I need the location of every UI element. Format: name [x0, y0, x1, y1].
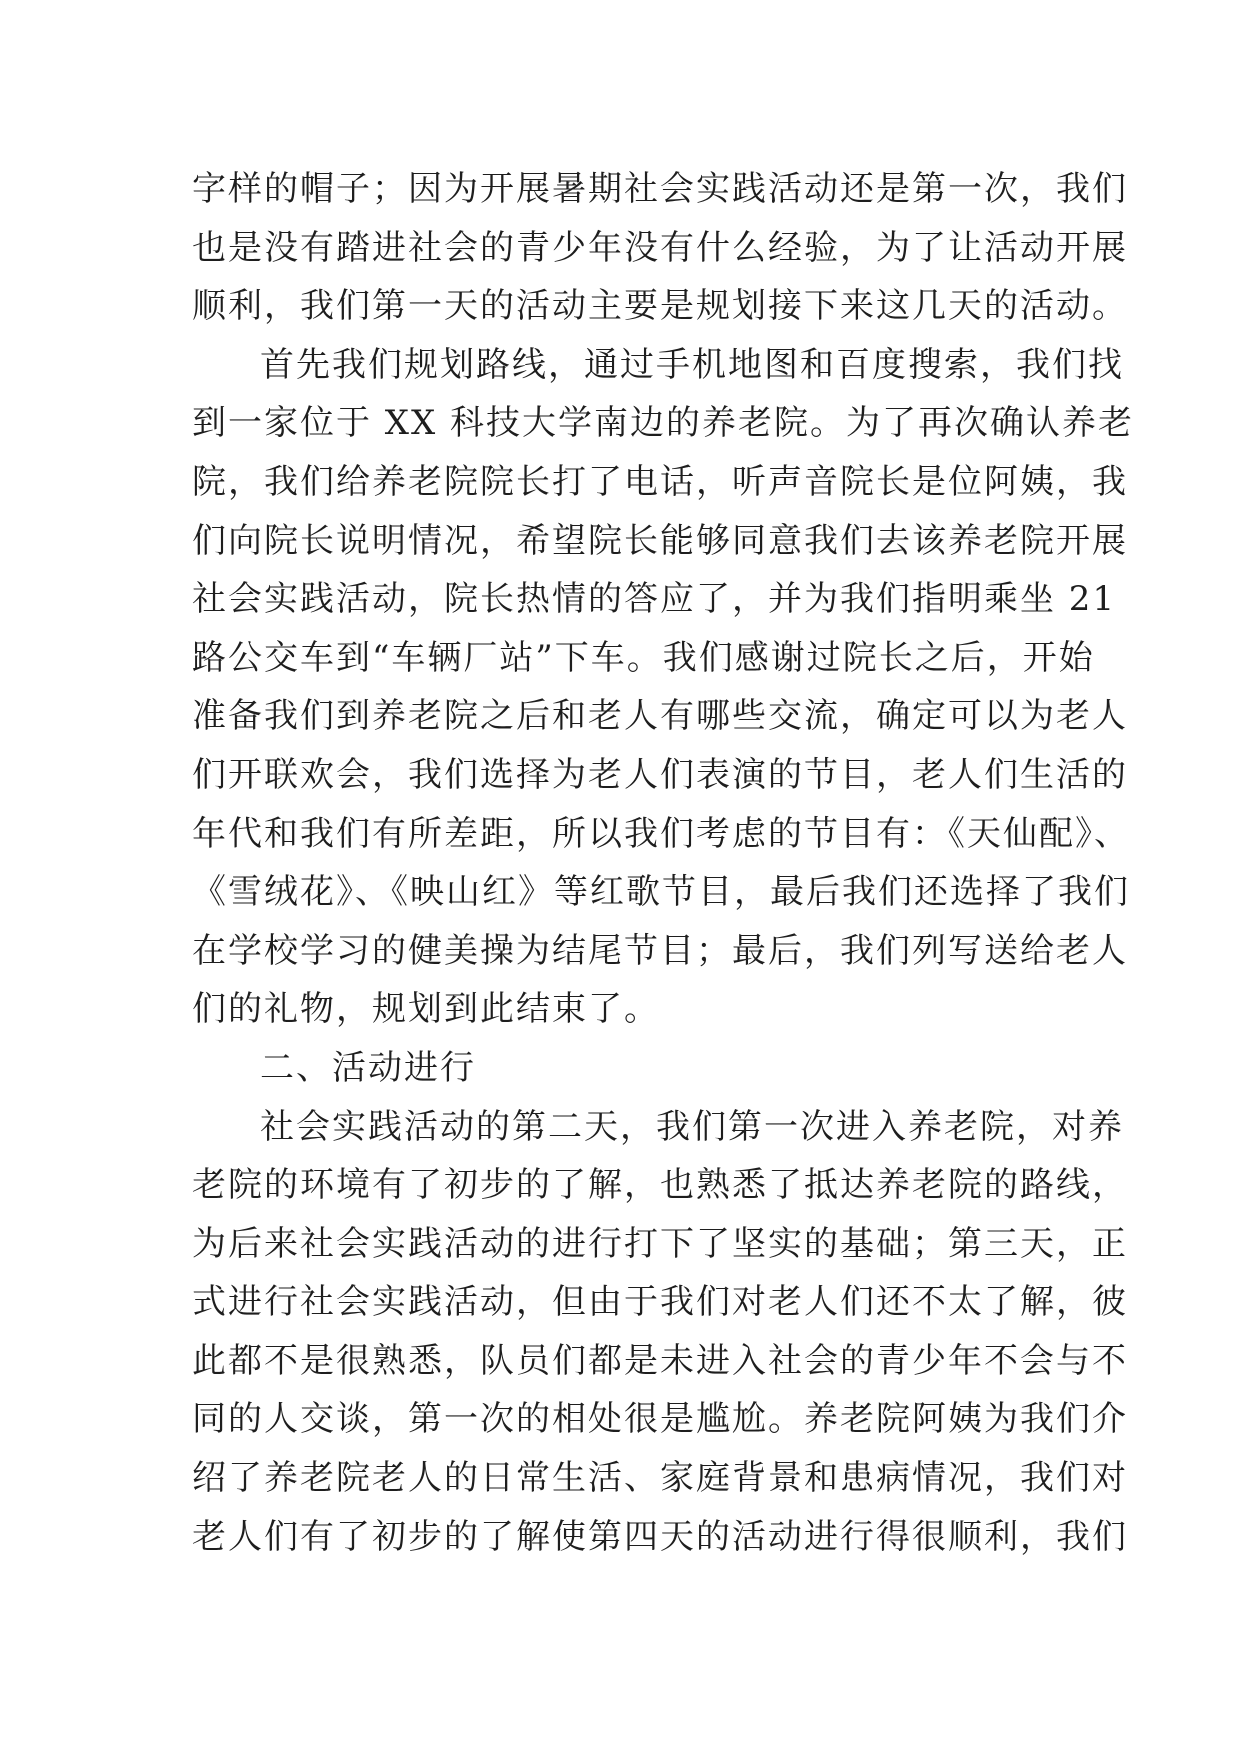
text-line: 到一家位于 XX 科技大学南边的养老院。为了再次确认养老	[192, 403, 1135, 444]
text-line: 在学校学习的健美操为结尾节目；最后，我们列写送给老人	[192, 930, 1128, 971]
text-line: 们开联欢会，我们选择为老人们表演的节目，老人们生活的	[192, 754, 1128, 795]
paragraph-first-line: 首先我们规划路线，通过手机地图和百度搜索，我们找	[260, 344, 1124, 385]
text-line: 为后来社会实践活动的进行打下了坚实的基础；第三天，正	[192, 1223, 1128, 1264]
text-line: 字样的帽子；因为开展暑期社会实践活动还是第一次，我们	[192, 169, 1128, 209]
text-line: 年代和我们有所差距，所以我们考虑的节目有：《天仙配》、	[192, 813, 1130, 854]
text-line: 老院的环境有了初步的了解，也熟悉了抵达养老院的路线，	[192, 1165, 1128, 1206]
text-line: 社会实践活动，院长热情的答应了，并为我们指明乘坐 21	[192, 579, 1117, 620]
text-line: 准备我们到养老院之后和老人有哪些交流，确定可以为老人	[192, 696, 1128, 737]
text-line: 也是没有踏进社会的青少年没有什么经验，为了让活动开展	[192, 227, 1128, 268]
text-line: 《雪绒花》、《映山红》等红歌节目，最后我们还选择了我们	[192, 872, 1130, 913]
document-body	[192, 160, 1135, 1566]
text-line: 绍了养老院老人的日常生活、家庭背景和患病情况，我们对	[192, 1458, 1128, 1499]
text-line: 此都不是很熟悉，队员们都是未进入社会的青少年不会与不	[192, 1340, 1128, 1381]
text-line: 同的人交谈，第一次的相处很是尴尬。养老院阿姨为我们介	[192, 1399, 1128, 1440]
paragraph-first-line: 社会实践活动的第二天，我们第一次进入养老院，对养	[260, 1106, 1124, 1147]
text-line: 式进行社会实践活动，但由于我们对老人们还不太了解，彼	[192, 1282, 1128, 1323]
text-line: 路公交车到“车辆厂站”下车。我们感谢过院长之后，开始	[192, 637, 1095, 678]
text-line: 们的礼物，规划到此结束了。	[192, 989, 660, 1030]
paragraph-first-line: 二、活动进行	[260, 1047, 476, 1088]
text-line: 老人们有了初步的了解使第四天的活动进行得很顺利，我们	[192, 1516, 1128, 1557]
text-line: 们向院长说明情况，希望院长能够同意我们去该养老院开展	[192, 520, 1128, 561]
text-line: 顺利，我们第一天的活动主要是规划接下来这几天的活动。	[192, 286, 1128, 327]
text-line: 院，我们给养老院院长打了电话，听声音院长是位阿姨，我	[192, 461, 1128, 502]
